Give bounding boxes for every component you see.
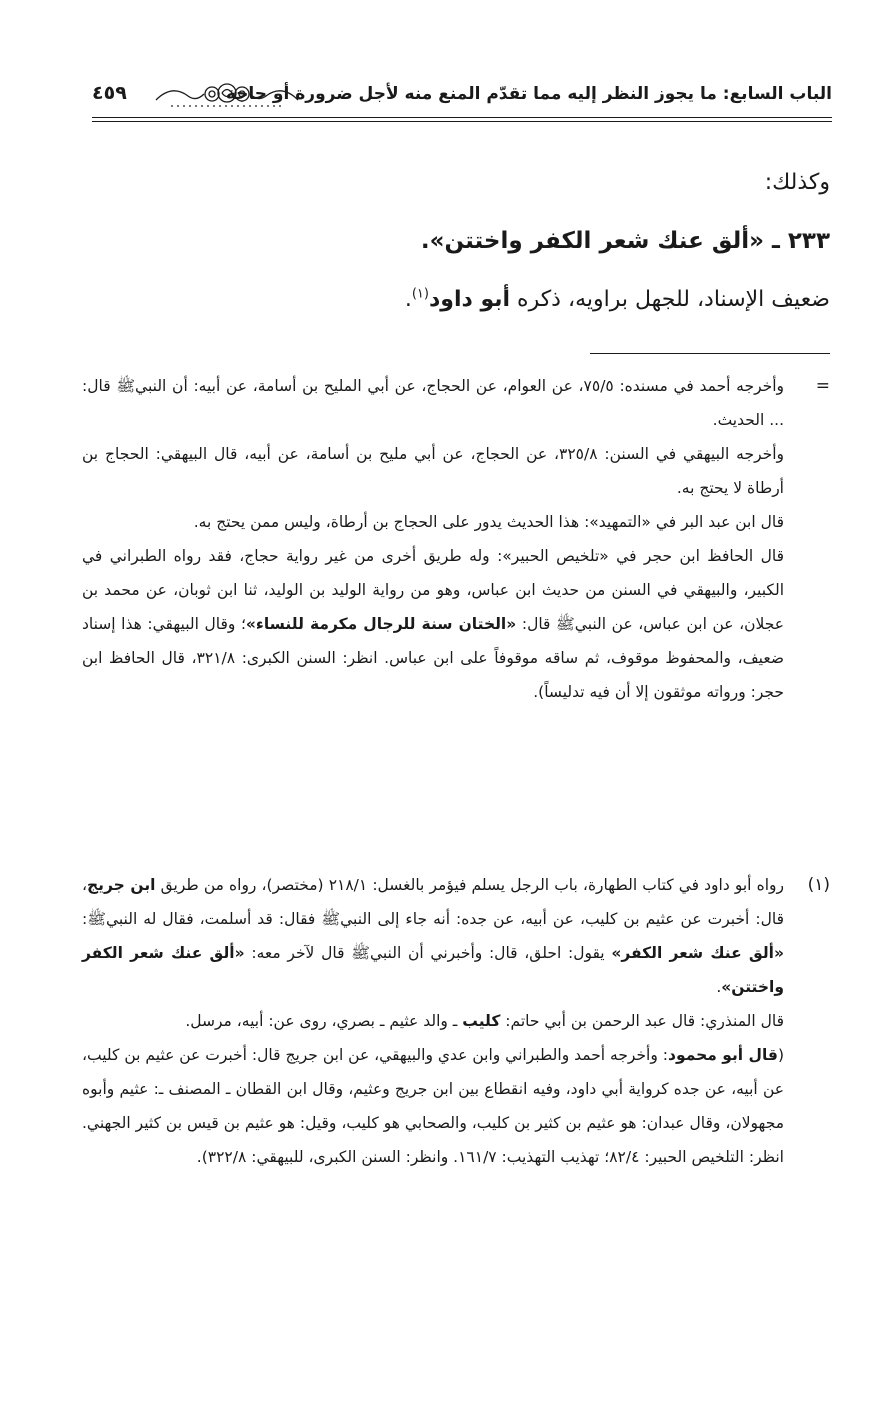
intro-text: وكذلك: xyxy=(764,170,830,195)
footnote-paragraph: = وأخرجه أحمد في مسنده: ٧٥/٥، عن العوام، عن الحجاج، عن أبي المليح بن أسامة، عن أبيه: أن النبيﷺ قال: ... الحديث. xyxy=(82,369,830,437)
chapter-title: الباب السابع: ما يجوز النظر إليه مما تقدّم المنع منه لأجل ضرورة أو حاجة xyxy=(225,84,832,104)
grade-source: أبو داود xyxy=(428,287,511,312)
quoted-hadith: «الختان سنة للرجال مكرمة للنساء» xyxy=(245,615,517,633)
footnote-separator xyxy=(590,353,830,354)
hadith-text: ٢٣٣ ـ «ألق عنك شعر الكفر واختتن». xyxy=(420,228,830,254)
continuation-marker: = xyxy=(815,376,830,396)
footnote-paragraph: وأخرجه البيهقي في السنن: ٣٢٥/٨، عن الحجاج، عن أبي مليح بن أسامة، عن أبيه، قال البيهقي: الحجاج بن أرطاة لا يحتج به. xyxy=(82,445,784,497)
header-rule xyxy=(92,117,832,118)
ornament-icon xyxy=(152,80,302,110)
running-header xyxy=(92,78,832,118)
footnote-paragraph: قال المنذري: قال عبد الرحمن بن أبي حاتم: كليب ـ والد عثيم ـ بصري، روى عن: أبيه، مرسل. xyxy=(185,1012,784,1030)
footnote-continuation xyxy=(82,369,830,709)
header-rule-thin xyxy=(92,121,832,122)
footnote-paragraph: قال ابن عبد البر في «التمهيد»: هذا الحديث يدور على الحجاج بن أرطاة، وليس ممن يحتج به. xyxy=(193,513,784,531)
footnote-1 xyxy=(82,868,830,1174)
footnote-ref[interactable]: (١) xyxy=(411,286,429,302)
footnote-paragraph: (١) رواه أبو داود في كتاب الطهارة، باب الرجل يسلم فيؤمر بالغسل: ٢١٨/١ (مختصر)، رواه من طريق ابن جريج، قال: أخبرت عن عثيم بن كليب، عن أبيه، عن جده: أنه جاء إلى النبيﷺ فقال: قد أسلمت، فقال له النبيﷺ: «ألق عنك شعر الكفر» يقول: احلق، قال: وأخبرني أن النبيﷺ قال لآخر معه: «ألق عنك شعر الكفر واختتن». xyxy=(82,868,830,1004)
page-number: ٤٥٩ xyxy=(92,82,127,104)
footnote-paragraph: (قال أبو محمود: وأخرجه أحمد والطبراني وابن عدي والبيهقي، عن ابن جريج قال: أخبرت عن عثيم بن كليب، عن أبيه، عن جده كرواية أبي داود، وفيه انقطاع بين ابن جريج وعثيم، وقال ابن القطان ـ المصنف ـ: عثيم وأبوه مجهولان، وقال عبدان: هو عثيم بن كثير بن كليب، والصحابي هو كليب، وقيل: هو عثيم بن قيس بن كثير الجهني. انظر: التلخيص الحبير: ٨٢/٤؛ تهذيب التهذيب: ١٦١/٧. وانظر: السنن الكبرى، للبيهقي: ٣٢٢/٨). xyxy=(82,1046,784,1166)
grade-end: . xyxy=(404,287,412,312)
footnote-marker: (١) xyxy=(807,875,830,895)
grade-text: ضعيف الإسناد، للجهل براويه، ذكره xyxy=(510,287,830,312)
hadith-grade xyxy=(90,287,830,312)
footnote-paragraph: قال الحافظ ابن حجر في «تلخيص الحبير»: وله طريق أخرى من غير رواية حجاج، فقد رواه الطبراني في الكبير، والبيهقي في السنن من حديث ابن عباس، وهو من رواية الوليد بن الوليد، ثنا ابن ثوبان، عن محمد بن عجلان، عن ابن عباس، عن النبيﷺ قال: «الختان سنة للرجال مكرمة للنساء»؛ وقال البيهقي: هذا إسناد ضعيف، والمحفوظ موقوف، ثم ساقه موقوفاً على ابن عباس. انظر: السنن الكبرى: ٣٢١/٨، قال الحافظ ابن حجر: ورواته موثقون إلا أن فيه تدليساً). xyxy=(82,547,784,701)
